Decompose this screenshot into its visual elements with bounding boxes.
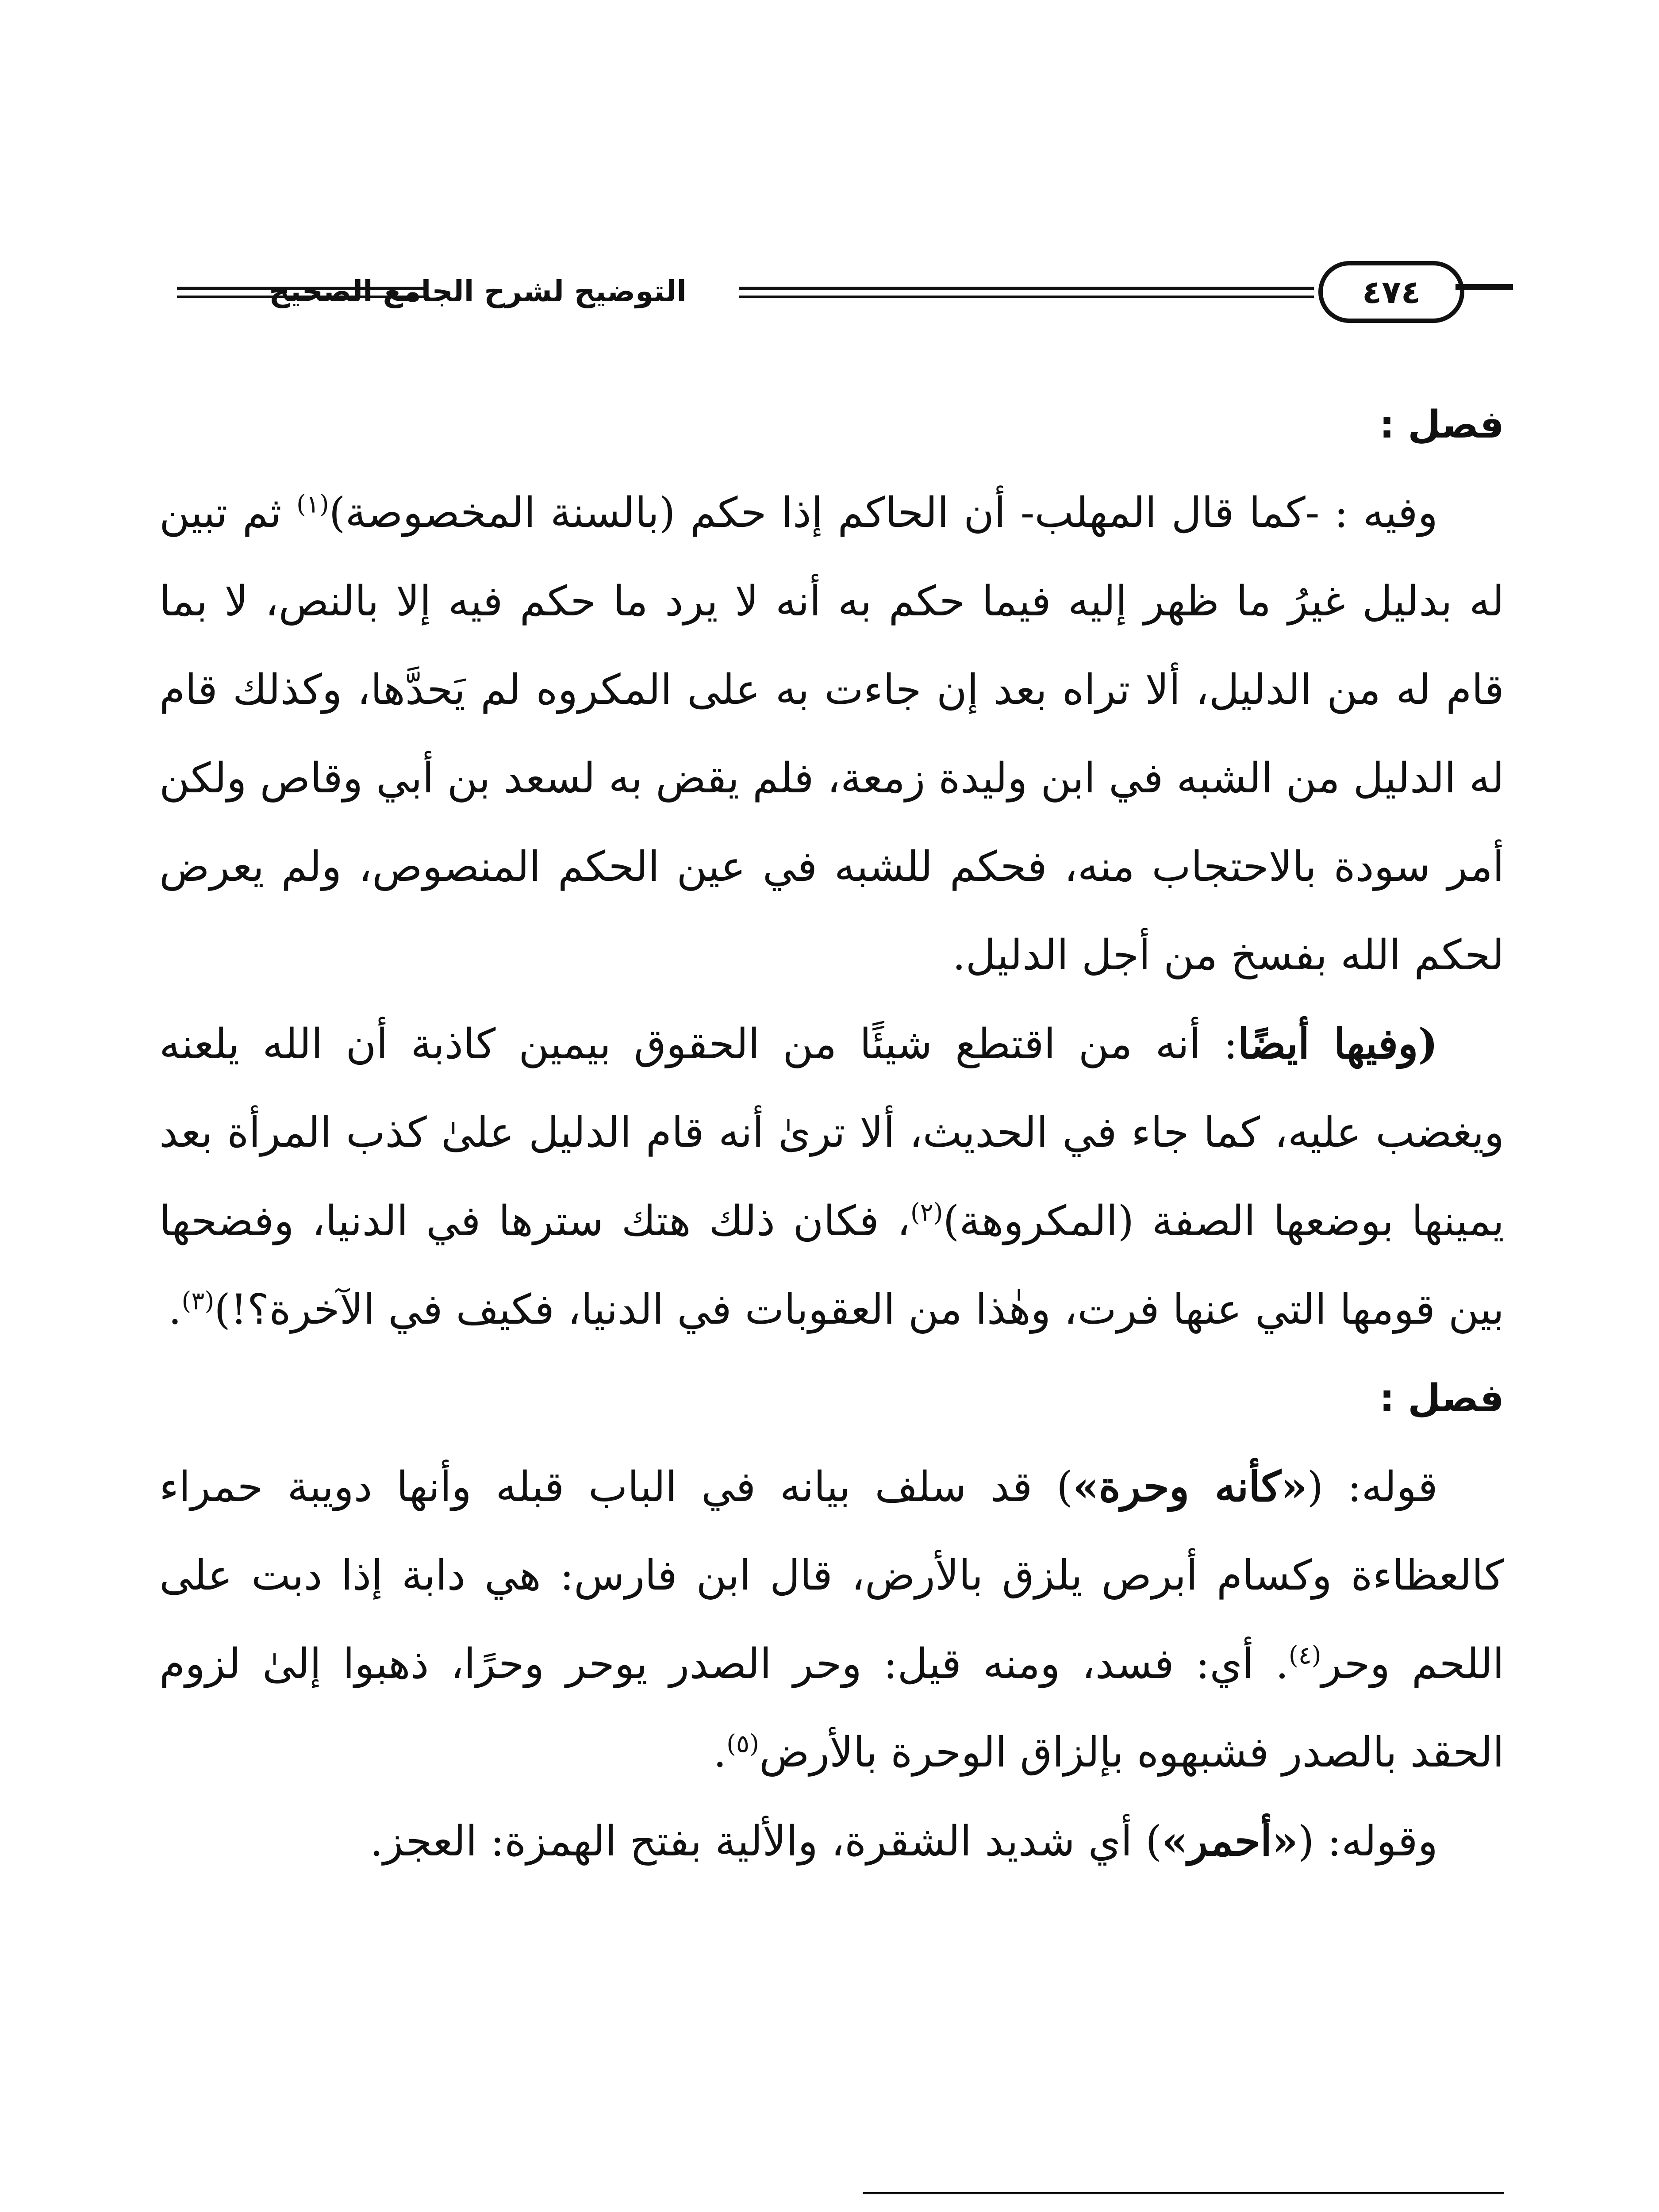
paragraph-2-text: : أنه من اقتطع شيئًا من الحقوق بيمين كاذبة أن الله يلعنه ويغضب عليه، كما جاء في الحديث، ألا ترىٰ أنه قام الدليل علىٰ كذب المرأة بعد يمينها بوضعها الصفة (المكروهة) xyxy=(159,1020,1504,1245)
paragraph-3-end: . xyxy=(713,1728,727,1777)
running-title: التوضيح لشرح الجامع الصحيح xyxy=(269,274,687,308)
section-heading-1: فصل : xyxy=(1379,403,1504,447)
footnote-ref-5[interactable]: (٥) xyxy=(726,1729,759,1759)
paragraph-2-continuation: ، فكان ذلك هتك سترها في الدنيا، وفضحها بين قومها التي عنها فرت، وهٰذا من العقوبات في الدنيا، فكيف في الآخرة؟!) xyxy=(159,1197,1504,1334)
paragraph-4-quote: «أحمر» xyxy=(1161,1817,1298,1866)
paragraph-4 xyxy=(159,1797,1504,1886)
paragraph-4-pre: وقوله: ( xyxy=(1298,1817,1438,1866)
section-heading-2: فصل : xyxy=(1379,1376,1504,1421)
header-rule-middle-thin xyxy=(739,296,1314,298)
footnote-ref-1[interactable]: (١) xyxy=(296,490,329,519)
paragraph-3 xyxy=(159,1443,1504,1797)
paragraph-3-continuation: . أي: فسد، ومنه قيل: وحر الصدر يوحر وحرًا، ذهبوا إلىٰ لزوم الحقد بالصدر فشبهوه بإلزاق الوحرة بالأرض xyxy=(159,1640,1504,1777)
paragraph-4-text: ) أي شديد الشقرة، والألية بفتح الهمزة: العجز. xyxy=(370,1817,1162,1866)
footnote-separator xyxy=(863,2192,1504,2194)
paragraph-2 xyxy=(159,1000,1504,1354)
badge-ornament xyxy=(1455,284,1513,290)
paragraph-2-lead: (وفيها أيضًا xyxy=(1237,1020,1438,1068)
footnote-ref-3[interactable]: (٣) xyxy=(181,1286,215,1316)
paragraph-1 xyxy=(159,469,1504,1000)
footnote-ref-4[interactable]: (٤) xyxy=(1288,1641,1321,1670)
page-header xyxy=(177,248,1513,332)
page-number: ٤٧٤ xyxy=(1362,273,1421,311)
paragraph-1-text: وفيه : -كما قال المهلب- أن الحاكم إذا حكم (بالسنة المخصوصة) xyxy=(329,489,1438,537)
footnote-ref-2[interactable]: (٢) xyxy=(910,1198,943,1227)
paragraph-3-quote: «كأنه وحرة» xyxy=(1072,1463,1307,1511)
page-number-badge xyxy=(1318,261,1464,323)
header-rule-middle xyxy=(739,287,1314,290)
paragraph-1-continuation: ثم تبين له بدليل غيرُ ما ظهر إليه فيما حكم به أنه لا يرد ما حكم فيه إلا بالنص، لا بما قام له من الدليل، ألا تراه بعد إن جاءت به على المكروه لم يَحدَّها، وكذلك قام له الدليل من الشبه في ابن وليدة زمعة، فلم يقض به لسعد بن أبي وقاص ولكن أمر سودة بالاحتجاب منه، فحكم للشبه في عين الحكم المنصوص، ولم يعرض لحكم الله بفسخ من أجل الدليل. xyxy=(159,489,1504,979)
paragraph-3-pre: قوله: ( xyxy=(1307,1463,1438,1511)
paragraph-3-text: ) قد سلف بيانه في الباب قبله وأنها دويبة حمراء كالعظاءة وكسام أبرص يلزق بالأرض، قال ابن فارس: هي دابة إذا دبت على اللحم وحر xyxy=(159,1463,1505,1688)
paragraph-2-end: . xyxy=(168,1286,182,1334)
main-text xyxy=(159,380,1504,1886)
